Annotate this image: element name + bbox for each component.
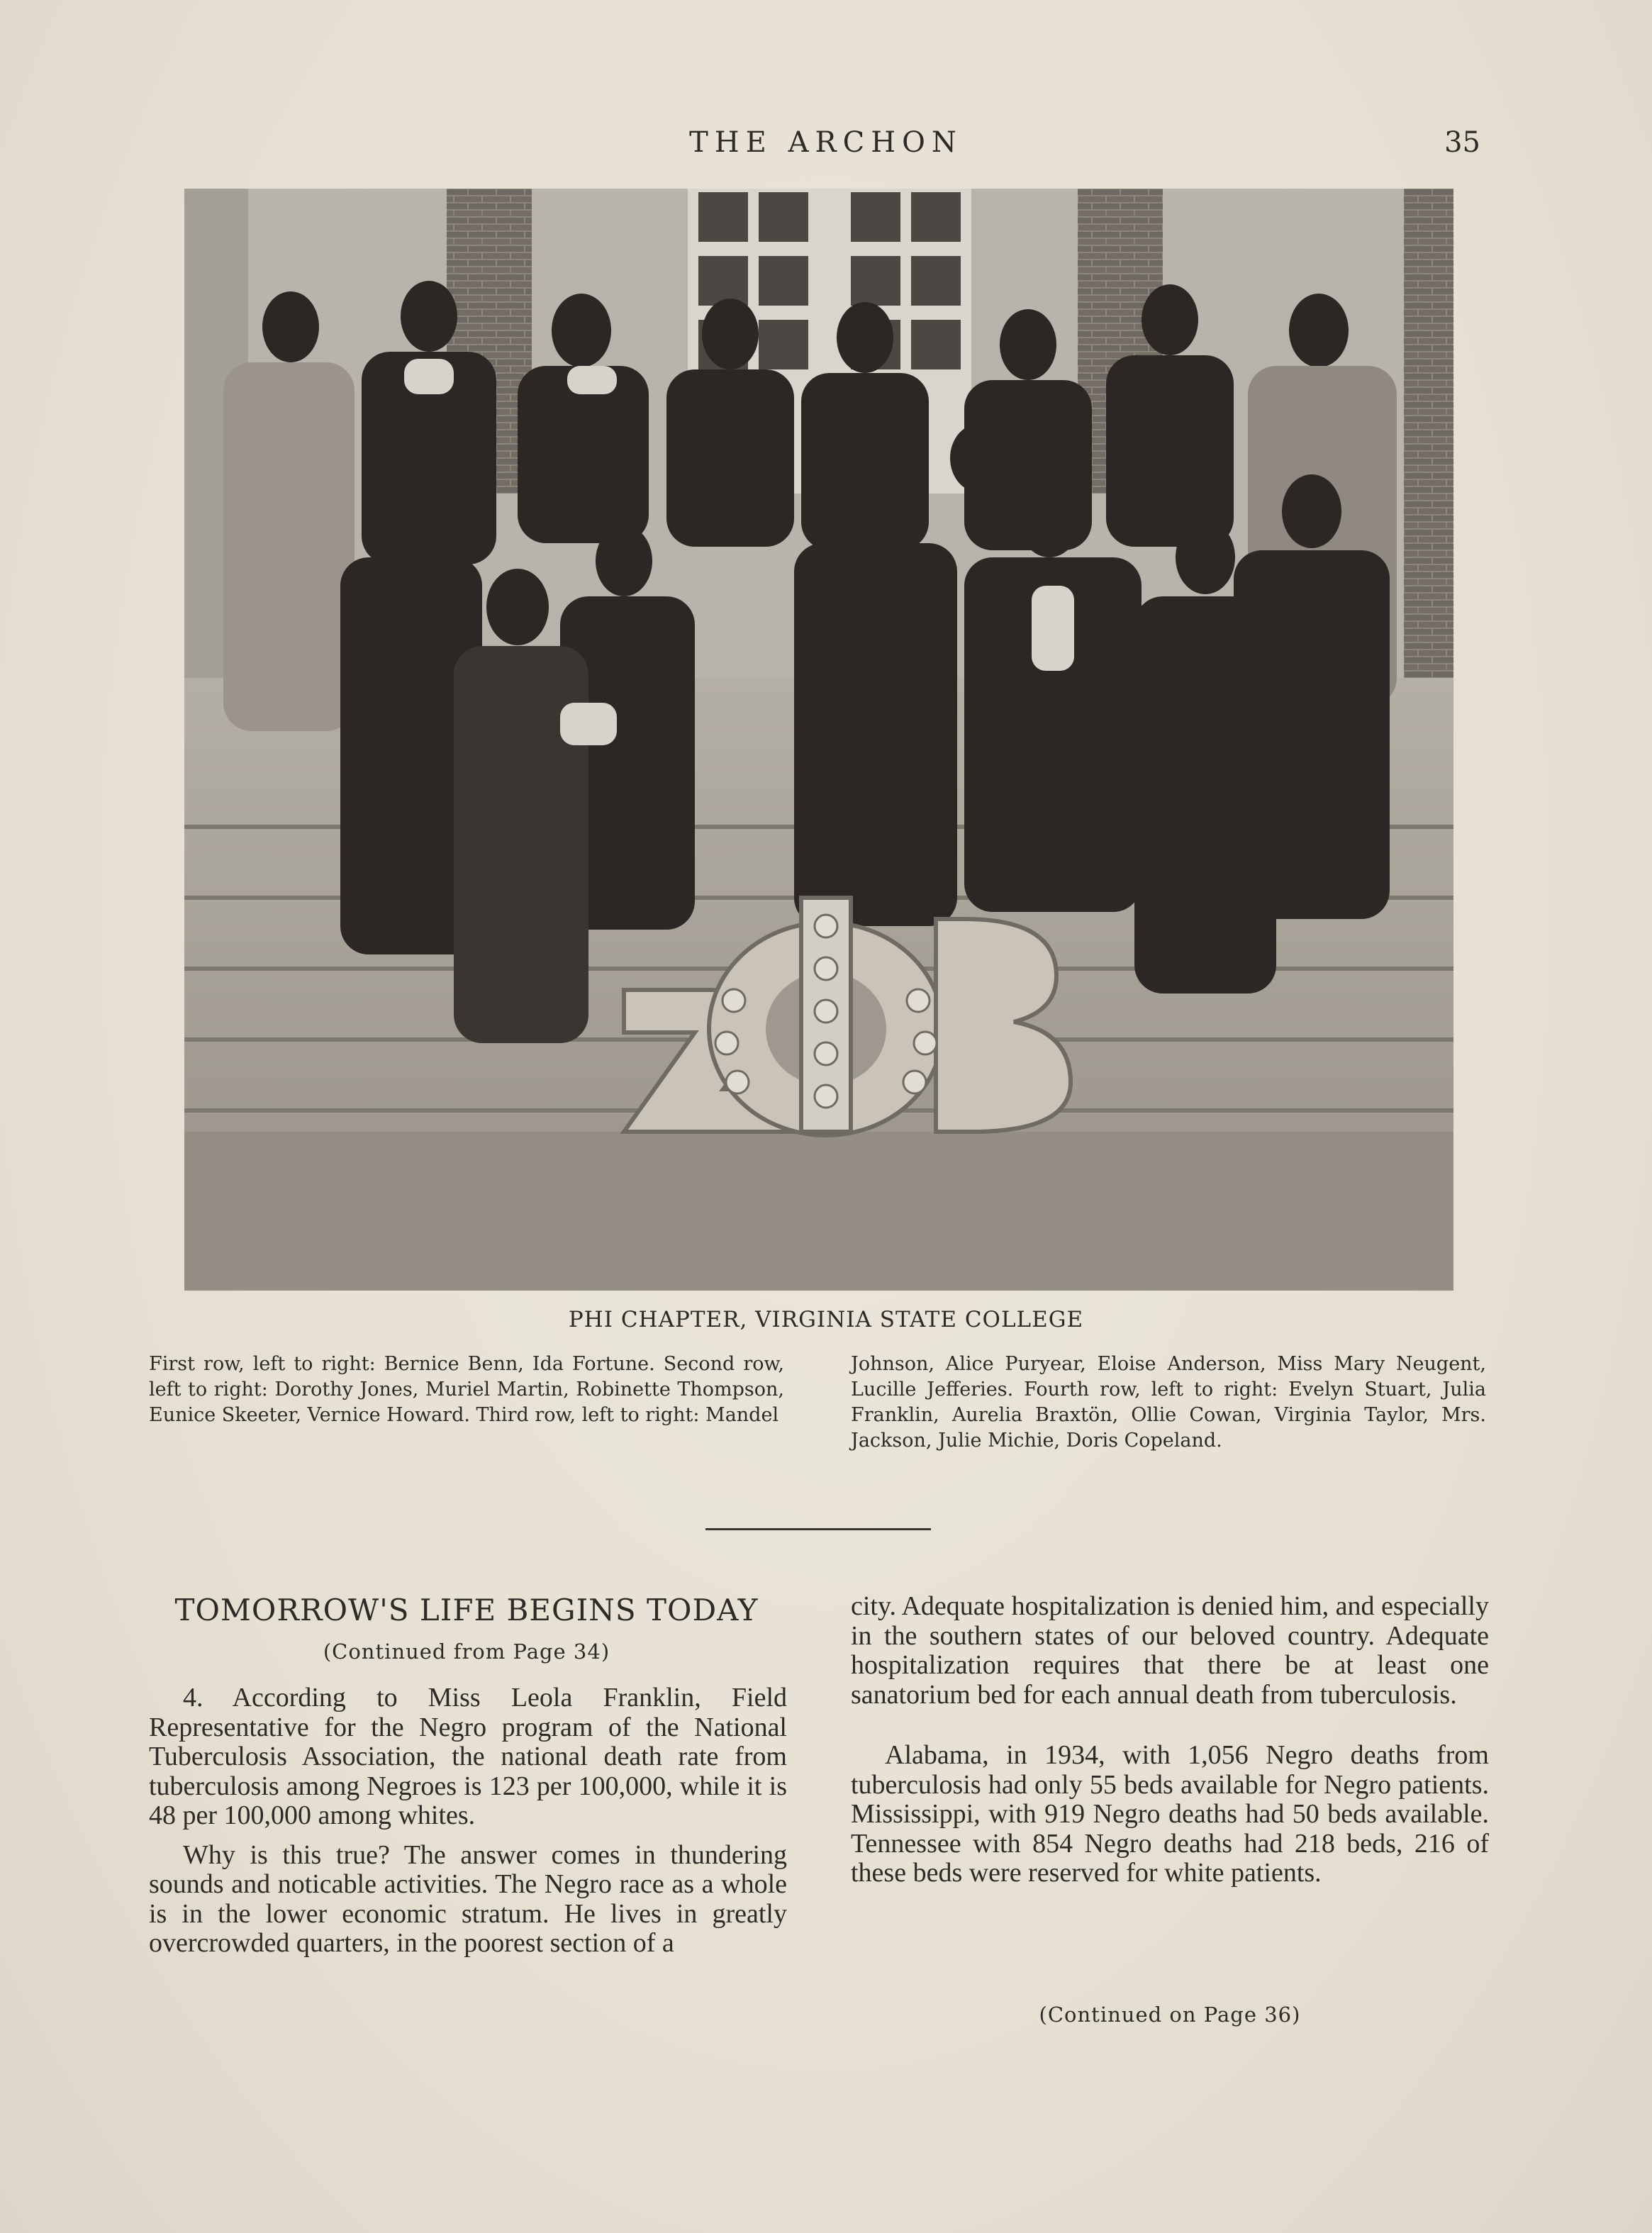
continued-on-note: (Continued on Page 36) (1039, 2003, 1301, 2027)
section-divider (705, 1528, 931, 1530)
photo-caption: PHI CHAPTER, VIRGINIA STATE COLLEGE (568, 1307, 1084, 1332)
article-column-left (149, 1683, 787, 1959)
paragraph: 4. According to Miss Leola Franklin, Field Representative for the Negro program of the National Tuberculosis Association, the national death rate from tuberculosis among Negroes is 123 per 100,000, while it is 48 per 100,000 among whites. (149, 1683, 787, 1830)
names-list-left: First row, left to right: Bernice Benn, Ida Fortune. Second row, left to right: Dorothy Jones, Muriel Martin, Robinette Thompson, Eunice Skeeter, Vernice Howard. Third row, left to right: Mandel (149, 1353, 784, 1426)
paragraph: city. Adequate hospitalization is denied him, and especially in the southern states of our beloved country. Adequate hospitalization requires that there be at least one sanatorium bed for each annual death from tuberculosis. (851, 1591, 1489, 1710)
article-title: TOMORROW'S LIFE BEGINS TODAY (174, 1593, 759, 1627)
page-number: 35 (1444, 126, 1480, 159)
group-photograph (184, 189, 1453, 1291)
journal-title: THE ARCHON (689, 126, 963, 159)
paragraph: Why is this true? The answer comes in thundering sounds and noticable activities. The Negro race as a whole is in the lower economic stratum. He lives in greatly overcrowded quarters, in the poorest section of a (149, 1839, 787, 1958)
article-column-right (851, 1592, 1489, 1888)
running-head (0, 126, 1652, 162)
paragraph: Alabama, in 1934, with 1,056 Negro deaths from tuberculosis had only 55 beds available for Negro patients. Mississippi, with 919 Negro deaths had 50 beds available. Tennessee with 854 Negro deaths had 218 beds, 216 of these beds were reserved for white patients. (851, 1740, 1489, 1888)
names-list-right: Johnson, Alice Puryear, Eloise Anderson, Miss Mary Neugent, Lucille Jefferies. Fourth row, left to right: Evelyn Stuart, Julia Franklin, Aurelia Braxtön, Ollie Cowan, Virginia Taylor, Mrs. Jackson, Julie Michie, Doris Copeland. (851, 1353, 1486, 1452)
continued-from-note: (Continued from Page 34) (323, 1639, 610, 1664)
